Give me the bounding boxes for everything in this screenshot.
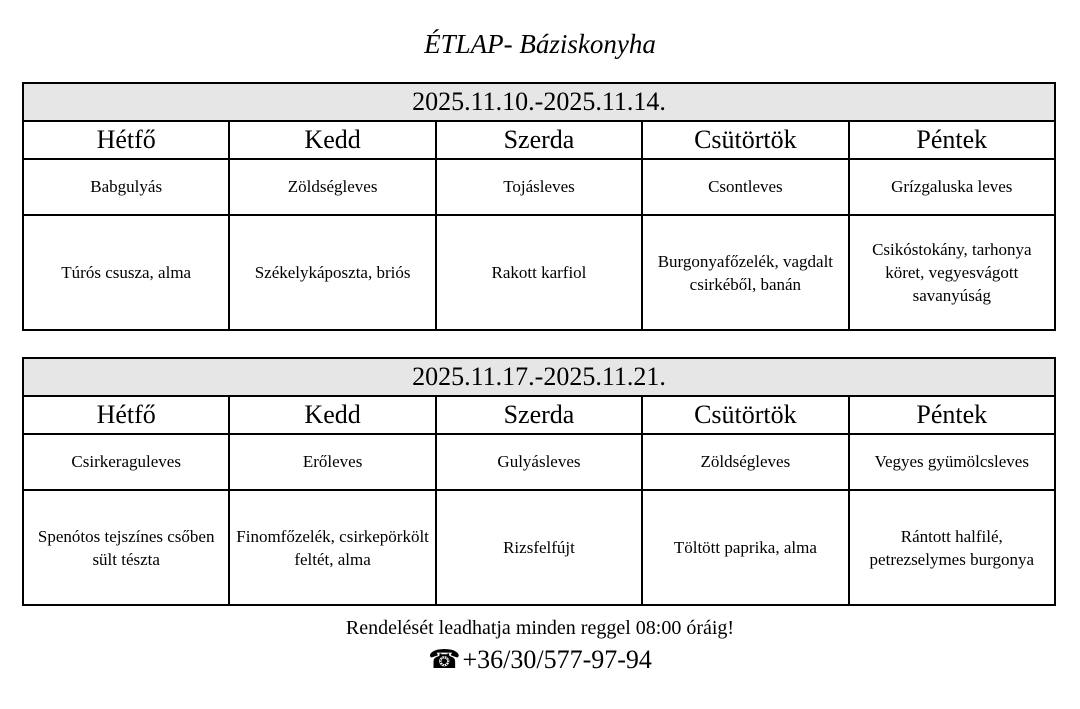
soup-monday: Babgulyás (23, 159, 229, 215)
soup-tuesday: Erőleves (229, 434, 435, 490)
day-header-row (23, 396, 1055, 434)
page-title: ÉTLAP- Báziskonyha (424, 29, 656, 59)
soup-row (23, 434, 1055, 490)
week-range-row (23, 358, 1055, 396)
day-header-wednesday: Szerda (436, 121, 642, 159)
main-course-thursday: Töltött paprika, alma (642, 490, 848, 605)
day-header-friday: Péntek (849, 396, 1055, 434)
week-date-range: 2025.11.17.-2025.11.21. (23, 358, 1055, 396)
order-deadline-note: Rendelését leadhatja minden reggel 08:00 óráig! (345, 617, 735, 639)
soup-friday: Grízgaluska leves (849, 159, 1055, 215)
main-course-thursday: Burgonyafőzelék, vagdalt csirkéből, banán (642, 215, 848, 330)
soup-friday: Vegyes gyümölcsleves (849, 434, 1055, 490)
day-header-monday: Hétfő (23, 121, 229, 159)
day-header-tuesday: Kedd (229, 121, 435, 159)
day-header-row (23, 121, 1055, 159)
day-header-tuesday: Kedd (229, 396, 435, 434)
main-course-friday: Rántott halfilé, petrezselymes burgonya (849, 490, 1055, 605)
soup-wednesday: Gulyásleves (436, 434, 642, 490)
phone-number: +36/30/577-97-94 (462, 645, 652, 674)
day-header-thursday: Csütörtök (642, 121, 848, 159)
main-course-row (23, 215, 1055, 330)
day-header-wednesday: Szerda (436, 396, 642, 434)
phone-number-line (0, 643, 1080, 677)
main-course-monday: Spenótos tejszínes csőben sült tészta (23, 490, 229, 605)
main-course-tuesday: Székelykáposzta, briós (229, 215, 435, 330)
day-header-monday: Hétfő (23, 396, 229, 434)
telephone-icon: ☎ (428, 645, 461, 674)
main-course-wednesday: Rakott karfiol (436, 215, 642, 330)
main-course-wednesday: Rizsfelfújt (436, 490, 642, 605)
week-2-menu-table (22, 357, 1056, 606)
day-header-thursday: Csütörtök (642, 396, 848, 434)
soup-monday: Csirkeraguleves (23, 434, 229, 490)
main-course-monday: Túrós csusza, alma (23, 215, 229, 330)
week-range-row (23, 83, 1055, 121)
soup-thursday: Csontleves (642, 159, 848, 215)
soup-wednesday: Tojásleves (436, 159, 642, 215)
soup-tuesday: Zöldségleves (229, 159, 435, 215)
main-course-tuesday: Finomfőzelék, csirkepörkölt feltét, alma (229, 490, 435, 605)
week-1-menu-table (22, 82, 1056, 331)
main-course-friday: Csikóstokány, tarhonya köret, vegyesvágott savanyúság (849, 215, 1055, 330)
week-date-range: 2025.11.10.-2025.11.14. (23, 83, 1055, 121)
soup-thursday: Zöldségleves (642, 434, 848, 490)
main-course-row (23, 490, 1055, 605)
soup-row (23, 159, 1055, 215)
day-header-friday: Péntek (849, 121, 1055, 159)
